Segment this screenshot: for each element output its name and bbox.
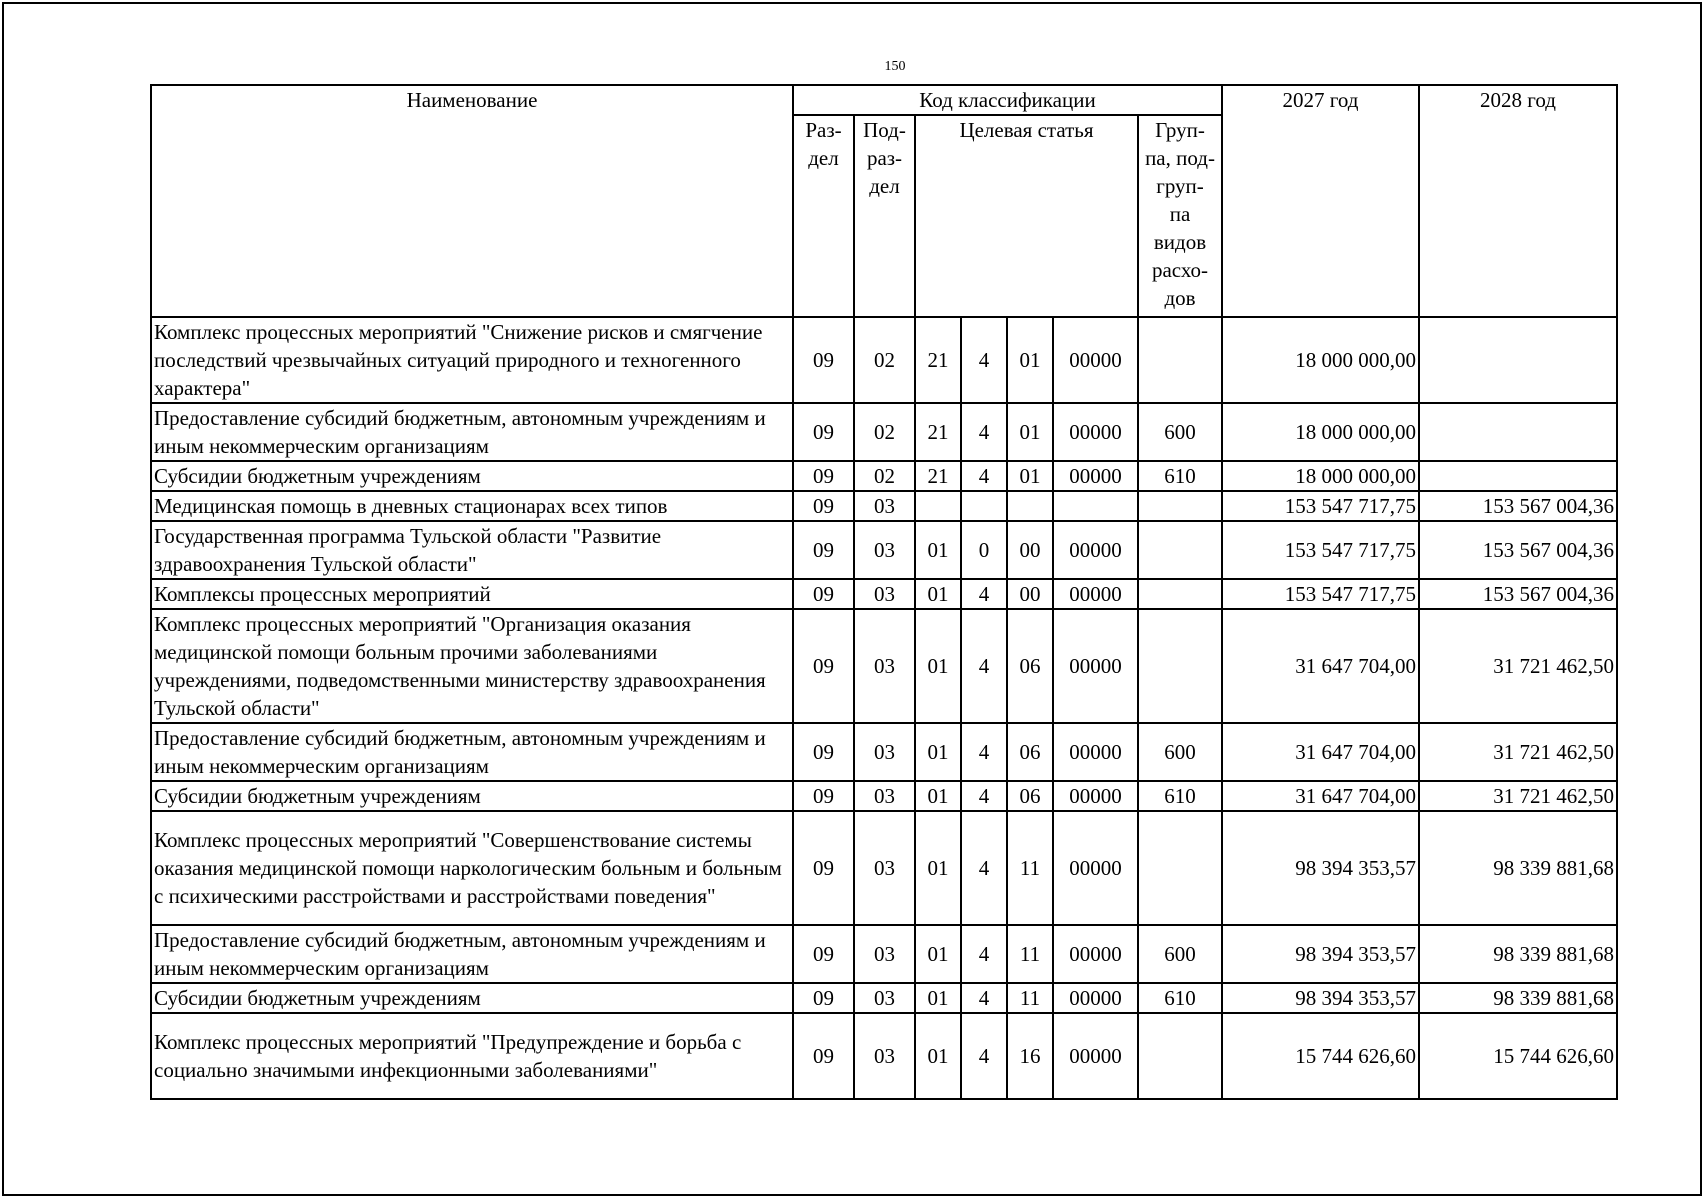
header-expense-group: Груп- па, под- груп- па видов расхо- дов	[1138, 115, 1222, 317]
table-header	[151, 85, 1617, 317]
row-target-program: 01	[915, 521, 961, 579]
row-name: Предоставление субсидий бюджетным, автономным учреждениям и иным некоммерческим организациям	[151, 925, 793, 983]
row-target-complex	[1007, 491, 1053, 521]
row-expense-group	[1138, 811, 1222, 925]
row-section: 09	[793, 403, 854, 461]
row-section: 09	[793, 983, 854, 1013]
row-amount-2027: 98 394 353,57	[1222, 811, 1419, 925]
row-target-complex: 06	[1007, 723, 1053, 781]
row-expense-group	[1138, 609, 1222, 723]
row-target-type: 4	[961, 609, 1007, 723]
row-target-type: 4	[961, 461, 1007, 491]
row-target-complex: 00	[1007, 579, 1053, 609]
row-amount-2027: 153 547 717,75	[1222, 521, 1419, 579]
row-amount-2028: 98 339 881,68	[1419, 983, 1617, 1013]
row-name: Комплексы процессных мероприятий	[151, 579, 793, 609]
row-name: Комплекс процессных мероприятий "Снижение рисков и смягчение последствий чрезвычайных ситуаций природного и техногенного характера"	[151, 317, 793, 403]
header-year-2027: 2027 год	[1222, 85, 1419, 317]
row-target-complex: 01	[1007, 317, 1053, 403]
row-target-complex: 06	[1007, 781, 1053, 811]
table-row	[151, 579, 1617, 609]
header-subsection: Под- раз- дел	[854, 115, 915, 317]
row-name: Комплекс процессных мероприятий "Организация оказания медицинской помощи больным прочими заболеваниями учреждениями, подведомственными министерству здравоохранения Тульской области"	[151, 609, 793, 723]
row-amount-2027: 31 647 704,00	[1222, 723, 1419, 781]
row-target-type: 0	[961, 521, 1007, 579]
row-section: 09	[793, 491, 854, 521]
row-section: 09	[793, 461, 854, 491]
row-target-complex: 11	[1007, 983, 1053, 1013]
row-subsection: 03	[854, 521, 915, 579]
row-name: Субсидии бюджетным учреждениям	[151, 461, 793, 491]
row-amount-2028	[1419, 461, 1617, 491]
table-row	[151, 983, 1617, 1013]
table-row	[151, 491, 1617, 521]
row-target-complex: 11	[1007, 811, 1053, 925]
row-section: 09	[793, 781, 854, 811]
table-row	[151, 403, 1617, 461]
row-amount-2028: 31 721 462,50	[1419, 609, 1617, 723]
page-number: 150	[884, 59, 906, 74]
table-row	[151, 461, 1617, 491]
row-name: Субсидии бюджетным учреждениям	[151, 983, 793, 1013]
row-target-program: 01	[915, 579, 961, 609]
row-target-direction: 00000	[1053, 579, 1138, 609]
row-amount-2028: 31 721 462,50	[1419, 781, 1617, 811]
row-subsection: 02	[854, 317, 915, 403]
row-target-type: 4	[961, 983, 1007, 1013]
table-row	[151, 811, 1617, 925]
row-target-direction: 00000	[1053, 521, 1138, 579]
row-expense-group: 600	[1138, 723, 1222, 781]
table-row	[151, 609, 1617, 723]
row-target-type	[961, 491, 1007, 521]
row-target-direction: 00000	[1053, 925, 1138, 983]
row-amount-2028: 153 567 004,36	[1419, 521, 1617, 579]
row-target-program: 01	[915, 609, 961, 723]
row-amount-2027: 98 394 353,57	[1222, 983, 1419, 1013]
row-target-direction	[1053, 491, 1138, 521]
row-section: 09	[793, 925, 854, 983]
row-section: 09	[793, 723, 854, 781]
row-expense-group	[1138, 491, 1222, 521]
row-section: 09	[793, 317, 854, 403]
row-target-direction: 00000	[1053, 461, 1138, 491]
row-subsection: 03	[854, 723, 915, 781]
row-subsection: 03	[854, 781, 915, 811]
row-target-complex: 16	[1007, 1013, 1053, 1099]
row-target-program: 01	[915, 925, 961, 983]
row-target-program: 01	[915, 781, 961, 811]
row-target-type: 4	[961, 781, 1007, 811]
row-target-complex: 06	[1007, 609, 1053, 723]
row-target-type: 4	[961, 723, 1007, 781]
row-target-complex: 01	[1007, 461, 1053, 491]
row-expense-group	[1138, 1013, 1222, 1099]
row-amount-2027: 153 547 717,75	[1222, 579, 1419, 609]
row-target-type: 4	[961, 811, 1007, 925]
header-target-article: Целевая статья	[915, 115, 1138, 317]
row-amount-2027: 18 000 000,00	[1222, 317, 1419, 403]
row-expense-group: 600	[1138, 403, 1222, 461]
row-section: 09	[793, 811, 854, 925]
row-name: Медицинская помощь в дневных стационарах всех типов	[151, 491, 793, 521]
row-amount-2027: 31 647 704,00	[1222, 609, 1419, 723]
row-subsection: 02	[854, 403, 915, 461]
row-target-program: 21	[915, 317, 961, 403]
budget-table	[150, 84, 1618, 1100]
row-subsection: 03	[854, 579, 915, 609]
row-name: Государственная программа Тульской области "Развитие здравоохранения Тульской области"	[151, 521, 793, 579]
row-target-program: 01	[915, 1013, 961, 1099]
row-target-type: 4	[961, 1013, 1007, 1099]
table-row	[151, 317, 1617, 403]
row-target-type: 4	[961, 925, 1007, 983]
row-target-complex: 11	[1007, 925, 1053, 983]
table-row	[151, 521, 1617, 579]
table-row	[151, 925, 1617, 983]
row-expense-group: 610	[1138, 983, 1222, 1013]
row-target-program: 21	[915, 403, 961, 461]
row-expense-group	[1138, 579, 1222, 609]
row-amount-2028: 98 339 881,68	[1419, 925, 1617, 983]
table-row	[151, 781, 1617, 811]
row-amount-2027: 18 000 000,00	[1222, 461, 1419, 491]
row-target-direction: 00000	[1053, 403, 1138, 461]
row-amount-2027: 31 647 704,00	[1222, 781, 1419, 811]
row-name: Предоставление субсидий бюджетным, автономным учреждениям и иным некоммерческим организациям	[151, 723, 793, 781]
row-target-complex: 01	[1007, 403, 1053, 461]
row-name: Комплекс процессных мероприятий "Совершенствование системы оказания медицинской помощи наркологическим больным и больным с психическими расстройствами и расстройствами поведения"	[151, 811, 793, 925]
row-section: 09	[793, 1013, 854, 1099]
row-target-type: 4	[961, 403, 1007, 461]
row-amount-2028	[1419, 403, 1617, 461]
row-section: 09	[793, 579, 854, 609]
row-target-direction: 00000	[1053, 1013, 1138, 1099]
row-name: Субсидии бюджетным учреждениям	[151, 781, 793, 811]
row-expense-group	[1138, 521, 1222, 579]
row-name: Комплекс процессных мероприятий "Предупреждение и борьба с социально значимыми инфекционными заболеваниями"	[151, 1013, 793, 1099]
row-target-complex: 00	[1007, 521, 1053, 579]
row-expense-group: 610	[1138, 461, 1222, 491]
header-code: Код классификации	[793, 85, 1222, 115]
row-section: 09	[793, 609, 854, 723]
row-amount-2028: 153 567 004,36	[1419, 491, 1617, 521]
row-expense-group: 600	[1138, 925, 1222, 983]
row-expense-group: 610	[1138, 781, 1222, 811]
row-amount-2027: 15 744 626,60	[1222, 1013, 1419, 1099]
row-amount-2027: 153 547 717,75	[1222, 491, 1419, 521]
row-target-program: 01	[915, 811, 961, 925]
table-row	[151, 1013, 1617, 1099]
row-amount-2028: 15 744 626,60	[1419, 1013, 1617, 1099]
row-target-type: 4	[961, 579, 1007, 609]
row-target-direction: 00000	[1053, 609, 1138, 723]
table-row	[151, 723, 1617, 781]
row-target-program	[915, 491, 961, 521]
row-target-type: 4	[961, 317, 1007, 403]
row-subsection: 03	[854, 1013, 915, 1099]
row-subsection: 03	[854, 609, 915, 723]
row-amount-2027: 18 000 000,00	[1222, 403, 1419, 461]
row-subsection: 03	[854, 925, 915, 983]
row-subsection: 03	[854, 811, 915, 925]
row-amount-2028: 153 567 004,36	[1419, 579, 1617, 609]
row-name: Предоставление субсидий бюджетным, автономным учреждениям и иным некоммерческим организациям	[151, 403, 793, 461]
row-target-program: 21	[915, 461, 961, 491]
row-subsection: 03	[854, 983, 915, 1013]
row-amount-2028: 98 339 881,68	[1419, 811, 1617, 925]
row-amount-2028	[1419, 317, 1617, 403]
row-amount-2027: 98 394 353,57	[1222, 925, 1419, 983]
header-name: Наименование	[151, 85, 793, 317]
row-target-direction: 00000	[1053, 781, 1138, 811]
header-section: Раз- дел	[793, 115, 854, 317]
row-target-program: 01	[915, 983, 961, 1013]
row-target-direction: 00000	[1053, 983, 1138, 1013]
row-target-direction: 00000	[1053, 811, 1138, 925]
row-section: 09	[793, 521, 854, 579]
header-year-2028: 2028 год	[1419, 85, 1617, 317]
row-subsection: 02	[854, 461, 915, 491]
row-target-program: 01	[915, 723, 961, 781]
row-subsection: 03	[854, 491, 915, 521]
row-expense-group	[1138, 317, 1222, 403]
row-target-direction: 00000	[1053, 723, 1138, 781]
row-amount-2028: 31 721 462,50	[1419, 723, 1617, 781]
table-body	[151, 317, 1617, 1099]
row-target-direction: 00000	[1053, 317, 1138, 403]
